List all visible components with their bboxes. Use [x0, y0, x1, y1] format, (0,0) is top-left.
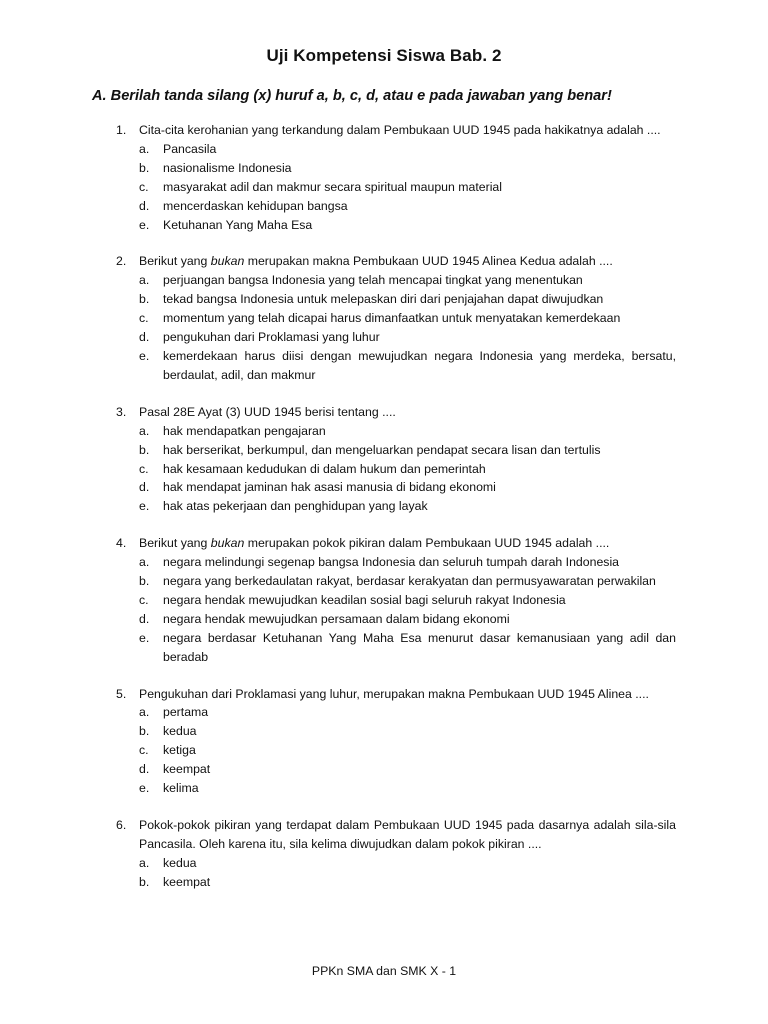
question-1 — [0, 121, 768, 234]
option-letter: d. — [139, 611, 150, 626]
option-c — [0, 309, 768, 328]
stem-before: Berikut yang — [139, 536, 211, 551]
option-list — [0, 422, 768, 517]
question-5 — [0, 685, 768, 798]
stem-emphasis: bukan — [210, 536, 245, 551]
question-list — [0, 121, 768, 910]
option-text: tekad bangsa Indonesia untuk melepaskan diri dari penjajahan dapat diwujudkan — [163, 292, 604, 307]
question-number: 1. — [116, 123, 127, 137]
option-d — [0, 610, 768, 629]
option-letter: a. — [139, 423, 150, 438]
option-text: mencerdaskan kehidupan bangsa — [163, 198, 348, 213]
option-text: ketiga — [163, 743, 196, 758]
option-c — [0, 741, 768, 760]
question-text: Pengukuhan dari Proklamasi yang luhur, merupakan makna Pembukaan UUD 1945 Alinea .... — [139, 686, 649, 701]
option-text: kelima — [163, 781, 199, 796]
stem-justified: Pokok-pokok pikiran yang terdapat dalam Pembukaan UUD 1945 pada dasarnya adalah sila-sila Pancasila. Oleh karena itu, sila kelima diwujudkan dalam pokok pikiran .... — [139, 818, 676, 851]
option-e — [0, 629, 768, 667]
option-text: pengukuhan dari Proklamasi yang luhur — [163, 330, 380, 345]
option-list — [0, 271, 768, 384]
option-text: Ketuhanan Yang Maha Esa — [163, 217, 313, 232]
option-text: kedua — [163, 855, 197, 870]
option-letter: b. — [139, 574, 150, 589]
question-number: 5. — [116, 686, 127, 701]
option-d — [0, 478, 768, 497]
question-6 — [0, 816, 768, 892]
option-list — [0, 553, 768, 666]
stem-emphasis: bukan — [210, 254, 245, 269]
option-text: masyarakat adil dan makmur secara spiritual maupun material — [163, 179, 502, 194]
option-letter: e. — [139, 499, 150, 514]
option-b — [0, 873, 768, 892]
option-letter: b. — [139, 442, 150, 457]
option-letter: a. — [139, 555, 150, 570]
question-stem — [0, 121, 768, 140]
option-text: pertama — [163, 705, 209, 720]
question-stem — [0, 534, 768, 553]
question-stem — [0, 403, 768, 422]
option-text: hak kesamaan kedudukan di dalam hukum dan pemerintah — [163, 461, 486, 476]
option-text: kemerdekaan harus diisi dengan mewujudkan negara Indonesia yang merdeka, bersatu, berdaulat, adil, dan makmur — [163, 348, 676, 382]
option-d — [0, 328, 768, 347]
stem-before: Berikut yang — [139, 254, 211, 269]
option-letter: e. — [139, 630, 150, 645]
option-letter: d. — [139, 762, 150, 777]
page-title: Uji Kompetensi Siswa Bab. 2 — [266, 46, 502, 65]
option-letter: c. — [139, 743, 149, 758]
option-text: negara berdasar Ketuhanan Yang Maha Esa menurut dasar kemanusiaan yang adil dan beradab — [163, 630, 676, 664]
question-text: Cita-cita kerohanian yang terkandung dalam Pembukaan UUD 1945 pada hakikatnya adalah .... — [139, 123, 661, 137]
option-a — [0, 553, 768, 572]
option-letter: c. — [139, 592, 149, 607]
option-letter: c. — [139, 461, 149, 476]
question-stem — [0, 816, 768, 854]
option-list — [0, 854, 768, 892]
option-text: kedua — [163, 724, 197, 739]
option-e — [0, 497, 768, 516]
option-letter: c. — [139, 311, 149, 326]
page-footer: PPKn SMA dan SMK X - 1 — [311, 964, 457, 978]
option-letter: a. — [139, 855, 150, 870]
option-d — [0, 197, 768, 216]
option-text: negara hendak mewujudkan persamaan dalam bidang ekonomi — [163, 611, 510, 626]
option-text: keempat — [163, 762, 211, 777]
option-letter: e. — [139, 217, 150, 232]
option-text: perjuangan bangsa Indonesia yang telah mencapai tingkat yang menentukan — [163, 273, 583, 288]
option-e — [0, 779, 768, 798]
question-text — [139, 816, 676, 854]
question-4 — [0, 534, 768, 666]
option-text: nasionalisme Indonesia — [163, 160, 292, 175]
question-2 — [0, 252, 768, 384]
question-number: 6. — [116, 818, 127, 832]
option-a — [0, 271, 768, 290]
option-e — [0, 216, 768, 235]
option-letter: b. — [139, 160, 150, 175]
option-letter: d. — [139, 480, 150, 495]
section-instruction: A. Berilah tanda silang (x) huruf a, b, c, d, atau e pada jawaban yang benar! — [92, 88, 612, 104]
option-e — [0, 347, 768, 385]
option-text: hak mendapat jaminan hak asasi manusia di bidang ekonomi — [163, 480, 496, 495]
option-b — [0, 441, 768, 460]
option-letter: b. — [139, 292, 150, 307]
option-a — [0, 854, 768, 873]
option-b — [0, 290, 768, 309]
stem-after: merupakan makna Pembukaan UUD 1945 Alinea Kedua adalah .... — [244, 254, 613, 269]
question-stem — [0, 685, 768, 704]
option-letter: a. — [139, 273, 150, 288]
option-letter: e. — [139, 348, 150, 363]
question-number: 2. — [116, 254, 127, 269]
option-list — [0, 703, 768, 798]
option-letter: e. — [139, 781, 150, 796]
option-text: negara yang berkedaulatan rakyat, berdasar kerakyatan dan permusyawaratan perwakilan — [163, 574, 656, 589]
option-letter: b. — [139, 874, 150, 889]
option-c — [0, 178, 768, 197]
option-text: keempat — [163, 874, 211, 889]
option-a — [0, 422, 768, 441]
option-a — [0, 703, 768, 722]
option-letter: b. — [139, 724, 150, 739]
option-letter: c. — [139, 179, 149, 194]
option-letter: d. — [139, 198, 150, 213]
option-text: hak berserikat, berkumpul, dan mengeluarkan pendapat secara lisan dan tertulis — [163, 442, 601, 457]
question-text: Pasal 28E Ayat (3) UUD 1945 berisi tentang .... — [139, 404, 396, 419]
question-number: 4. — [116, 536, 127, 551]
option-c — [0, 460, 768, 479]
option-b — [0, 159, 768, 178]
option-text: negara hendak mewujudkan keadilan sosial bagi seluruh rakyat Indonesia — [163, 592, 566, 607]
question-stem — [0, 252, 768, 271]
stem-after: merupakan pokok pikiran dalam Pembukaan UUD 1945 adalah .... — [244, 536, 610, 551]
option-d — [0, 760, 768, 779]
option-text: hak mendapatkan pengajaran — [163, 423, 326, 438]
question-text — [139, 534, 676, 553]
option-list — [0, 140, 768, 235]
option-c — [0, 591, 768, 610]
question-3 — [0, 403, 768, 516]
question-text — [139, 252, 676, 271]
option-letter: a. — [139, 141, 150, 156]
question-number: 3. — [116, 404, 127, 419]
option-text: momentum yang telah dicapai harus dimanfaatkan untuk menyatakan kemerdekaan — [163, 311, 621, 326]
option-a — [0, 140, 768, 159]
option-letter: d. — [139, 330, 150, 345]
option-text: Pancasila — [163, 141, 217, 156]
option-b — [0, 722, 768, 741]
option-text: negara melindungi segenap bangsa Indonesia dan seluruh tumpah darah Indonesia — [163, 555, 620, 570]
option-b — [0, 572, 768, 591]
option-letter: a. — [139, 705, 150, 720]
option-text: hak atas pekerjaan dan penghidupan yang layak — [163, 499, 428, 514]
